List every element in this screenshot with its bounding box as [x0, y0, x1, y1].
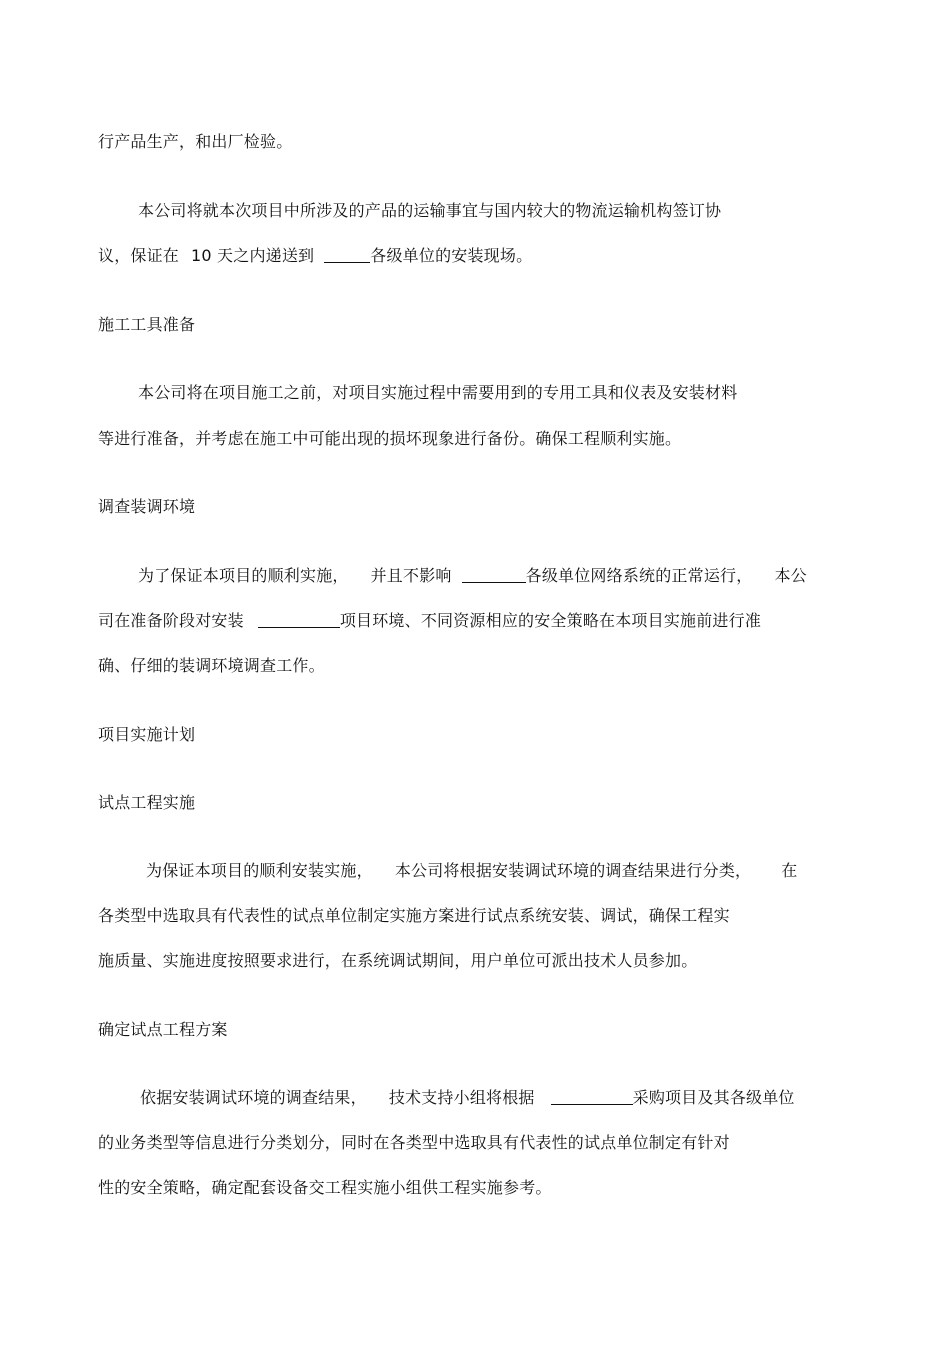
text: 10 天之内递送到 [191, 246, 315, 265]
paragraph-line [98, 428, 681, 450]
fill-in-blank [462, 566, 526, 583]
paragraph-line [98, 905, 730, 927]
section-heading [98, 1019, 228, 1041]
text: 为了保证本项目的顺利实施， [138, 566, 349, 585]
text: 采购项目及其各级单位 [632, 1088, 795, 1107]
text: 技术支持小组将根据 [388, 1088, 535, 1107]
text: 等进行准备，并考虑在施工中可能出现的损坏现象进行备份。确保工程顺利实施。 [98, 429, 682, 448]
section-heading [98, 792, 195, 814]
heading-text: 试点工程实施 [98, 793, 196, 812]
text: 本公 [774, 566, 807, 585]
text: 依据安装调试环境的调查结果， [140, 1088, 367, 1107]
text: 司在准备阶段对安装 [98, 611, 244, 630]
heading-text: 施工工具准备 [98, 315, 196, 334]
section-heading [98, 496, 195, 518]
paragraph-line [98, 1132, 730, 1154]
text: 各类型中选取具有代表性的试点单位制定实施方案进行试点系统安装、调试，确保工程实 [98, 906, 730, 925]
fill-in-blank [551, 1088, 633, 1105]
text: 的业务类型等信息进行分类划分，同时在各类型中选取具有代表性的试点单位制定有针对 [98, 1133, 730, 1152]
text: 各级单位网络系统的正常运行， [525, 566, 753, 585]
text: 性的安全策略，确定配套设备交工程实施小组供工程实施参考。 [98, 1178, 552, 1197]
paragraph-line [146, 860, 797, 882]
section-heading [98, 724, 195, 746]
text: 行产品生产，和出厂检验。 [98, 132, 293, 151]
heading-text: 项目实施计划 [98, 725, 196, 744]
text: 在 [781, 861, 798, 880]
paragraph-line [138, 200, 721, 222]
paragraph-line [138, 382, 737, 404]
text: 项目环境、不同资源相应的安全策略在本项目实施前进行准 [339, 611, 762, 630]
paragraph-line [138, 565, 807, 587]
text: 本公司将根据安装调试环境的调查结果进行分类， [394, 861, 752, 880]
paragraph-line [98, 610, 761, 632]
fill-in-blank [324, 246, 370, 263]
fill-in-blank [258, 611, 340, 628]
text: 施质量、实施进度按照要求进行，在系统调试期间，用户单位可派出技术人员参加。 [98, 951, 698, 970]
text: 本公司将在项目施工之前，对项目实施过程中需要用到的专用工具和仪表及安装材料 [138, 383, 738, 402]
paragraph-line [98, 245, 532, 267]
text: 为保证本项目的顺利安装实施， [146, 861, 373, 880]
section-heading [98, 314, 195, 336]
paragraph-line [140, 1087, 795, 1109]
text: 议，保证在 [98, 246, 180, 265]
text: 并且不影响 [370, 566, 452, 585]
text: 本公司将就本次项目中所涉及的产品的运输事宜与国内较大的物流运输机构签订协 [138, 201, 722, 220]
paragraph-line [98, 950, 697, 972]
text: 确、仔细的装调环境调查工作。 [98, 656, 325, 675]
paragraph-line [98, 655, 325, 677]
heading-text: 确定试点工程方案 [98, 1020, 228, 1039]
text: 各级单位的安装现场。 [370, 246, 533, 265]
paragraph-line [98, 1177, 552, 1199]
heading-text: 调查装调环境 [98, 497, 196, 516]
paragraph-line [98, 131, 292, 153]
